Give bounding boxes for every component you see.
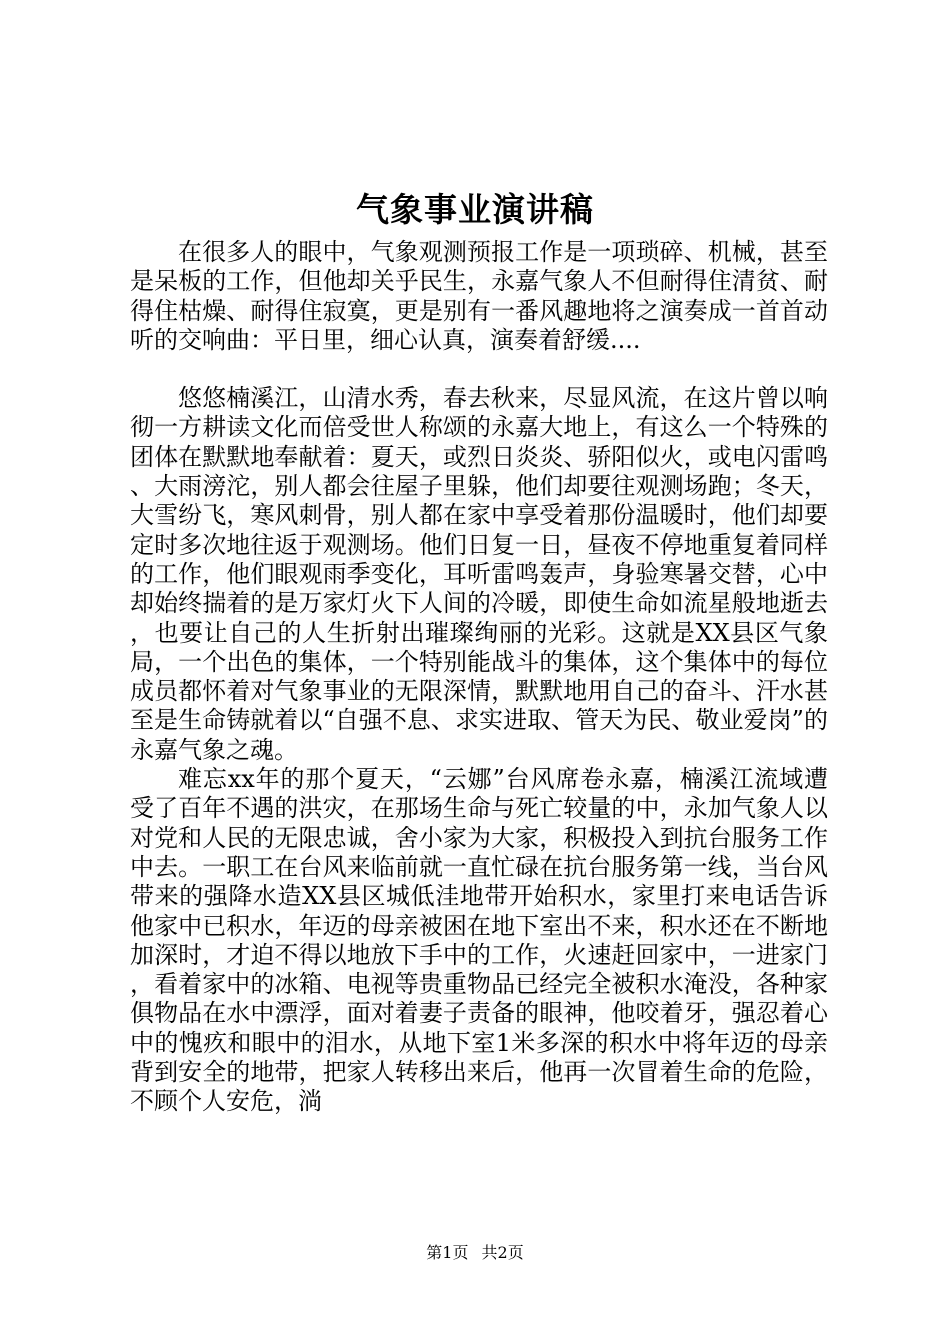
paragraph-nanxi-river: 悠悠楠溪江，山清水秀，春去秋来，尽显风流，在这片曾以响彻一方耕读文化而倍受世人称颂的永嘉大地上，有这么一个特殊的团体在默默地奉献着：夏天，或烈日炎炎、骄阳似火，或电闪雷鸣、大雨滂沱，别人都会往屋子里躲，他们却要往观测场跑；冬天，大雪纷飞，寒风刺骨，别人都在家中享受着那份温暖时，他们却要定时多次地往返于观测场。他们日复一日，昼夜不停地重复着同样的工作，他们眼观雨季变化，耳听雷鸣轰声，身验寒暑交替，心中却始终揣着的是万家灯火下人间的冷暖，即使生命如流星般地逝去，也要让自己的人生折射出璀璨绚丽的光彩。这就是XX县区气象局，一个出色的集体，一个特别能战斗的集体，这个集体中的每位成员都怀着对气象事业的无限深情，默默地用自己的奋斗、汗水甚至是生命铸就着以“自强不息、求实进取、管天为民、敬业爱岗”的永嘉气象之魂。 — [130, 384, 828, 764]
document-body — [130, 238, 828, 1117]
paragraph-intro: 在很多人的眼中，气象观测预报工作是一项琐碎、机械，甚至是呆板的工作，但他却关乎民生，永嘉气象人不但耐得住清贫、耐得住枯燥、耐得住寂寞，更是别有一番风趣地将之演奏成一首首动听的交响曲：平日里，细心认真，演奏着舒缓.... — [130, 238, 828, 354]
paragraph-typhoon: 难忘xx年的那个夏天，“云娜”台风席卷永嘉，楠溪江流域遭受了百年不遇的洪灾，在那场生命与死亡较量的中，永加气象人以对党和人民的无限忠诚，舍小家为大家，积极投入到抗台服务工作中去。一职工在台风来临前就一直忙碌在抗台服务第一线，当台风带来的强降水造XX县区城低洼地带开始积水，家里打来电话告诉他家中已积水，年迈的母亲被困在地下室出不来，积水还在不断地加深时，才迫不得以地放下手中的工作，火速赶回家中，一进家门，看着家中的冰箱、电视等贵重物品已经完全被积水淹没，各种家俱物品在水中漂浮，面对着妻子责备的眼神，他咬着牙，强忍着心中的愧疚和眼中的泪水，从地下室1米多深的积水中将年迈的母亲背到安全的地带，把家人转移出来后，他再一次冒着生命的危险，不顾个人安危，淌 — [130, 765, 828, 1116]
page-footer — [0, 1242, 950, 1264]
page-total: 共2页 — [481, 1243, 524, 1262]
page-number: 第1页 — [426, 1243, 469, 1262]
document-title: 气象事业演讲稿 — [356, 190, 594, 229]
